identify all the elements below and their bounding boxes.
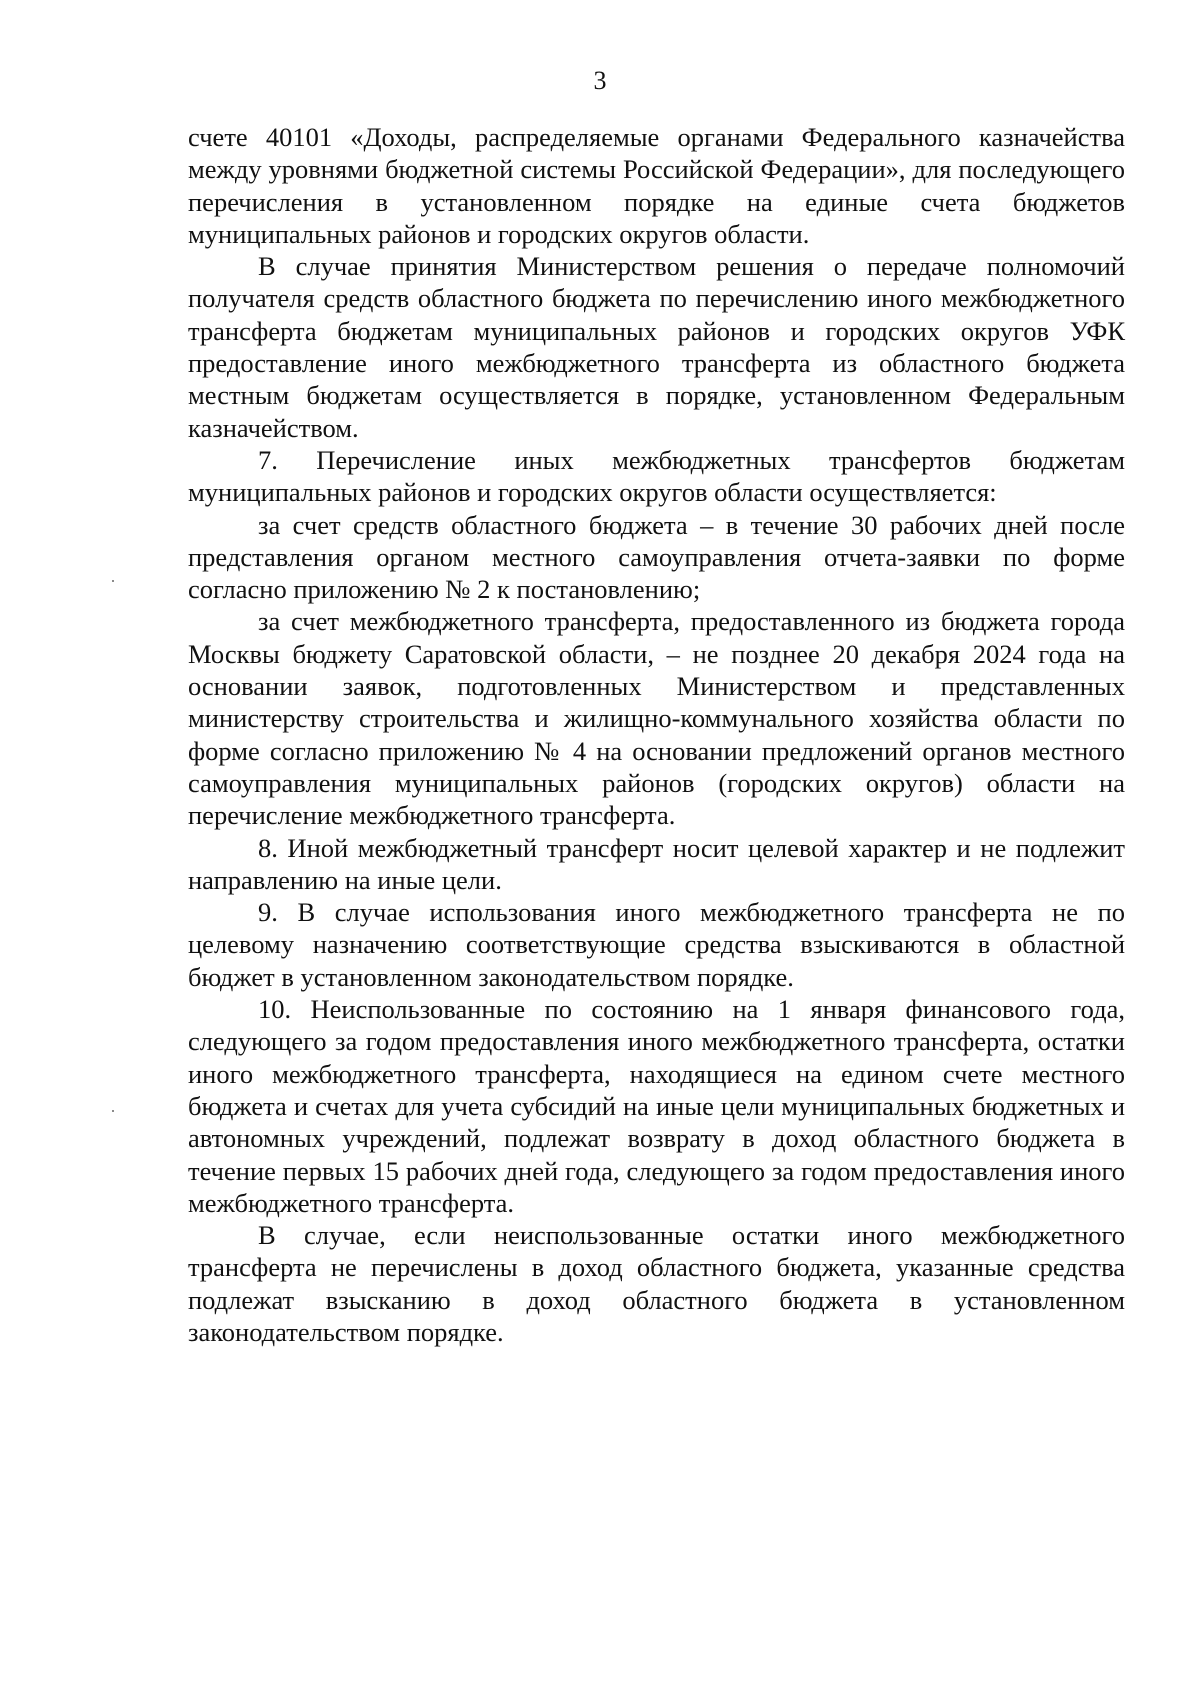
scan-artifact [112,580,114,582]
paragraph: В случае, если неиспользованные остатки иного межбюджетного трансферта не перечислены в доход областного бюджета, указанные средства подлежат взысканию в доход областного бюджета в установленном законодательством порядке. [188,1220,1125,1347]
paragraph: за счет межбюджетного трансферта, предоставленного из бюджета города Москвы бюджету Саратовской области, – не позднее 20 декабря 2024 года на основании заявок, подготовленных Министерством и представленных министерству строительства и жилищно-коммунального хозяйства области по форме согласно приложению № 4 на основании предложений органов местного самоуправления муниципальных районов (городских округов) области на перечисление межбюджетного трансферта. [188,606,1125,831]
paragraph: счете 40101 «Доходы, распределяемые органами Федерального казначейства между уровнями бюджетной системы Российской Федерации», для последующего перечисления в установленном порядке на единые счета бюджетов муниципальных районов и городских округов области. [188,122,1125,249]
paragraph: 7. Перечисление иных межбюджетных трансфертов бюджетам муниципальных районов и городских округов области осуществляется: [188,444,1125,508]
page-number: 3 [593,66,607,95]
paragraph: 9. В случае использования иного межбюджетного трансферта не по целевому назначению соответствующие средства взыскиваются в областной бюджет в установленном законодательством порядке. [188,897,1125,992]
document-body [188,121,1125,1348]
paragraph: 10. Неиспользованные по состоянию на 1 января финансового года, следующего за годом предоставления иного межбюджетного трансферта, остатки иного межбюджетного трансферта, находящиеся на едином счете местного бюджета и счетах для учета субсидий на иные цели муниципальных бюджетных и автономных учреждений, подлежат возврату в доход областного бюджета в течение первых 15 рабочих дней года, следующего за годом предоставления иного межбюджетного трансферта. [188,994,1125,1218]
scan-artifact [112,1110,114,1112]
paragraph: 8. Иной межбюджетный трансферт носит целевой характер и не подлежит направлению на иные цели. [188,832,1125,895]
paragraph: В случае принятия Министерством решения о передаче полномочий получателя средств областного бюджета по перечислению иного межбюджетного трансферта бюджетам муниципальных районов и городских округов УФК предоставление иного межбюджетного трансферта из областного бюджета местным бюджетам осуществляется в порядке, установленном Федеральным казначейством. [188,251,1125,443]
paragraph: за счет средств областного бюджета – в течение 30 рабочих дней после представления органом местного самоуправления отчета-заявки по форме согласно приложению № 2 к постановлению; [188,509,1125,605]
